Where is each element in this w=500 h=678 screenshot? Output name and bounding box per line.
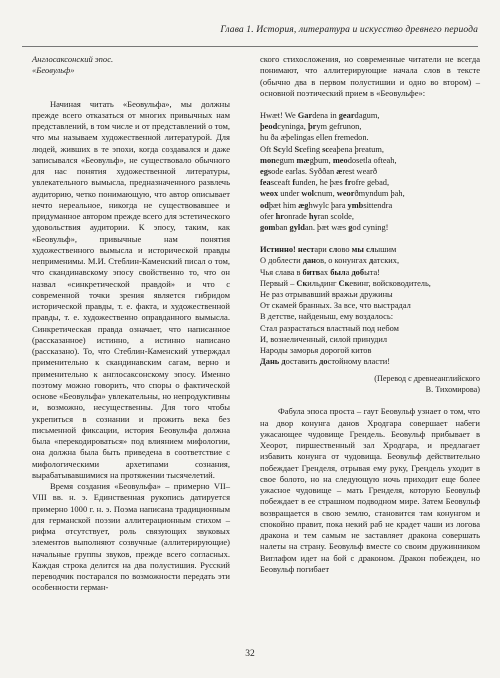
right-column <box>260 54 480 575</box>
header-title: Глава 1. История, литература и искусство древнего периода <box>220 24 478 35</box>
verse-text: þæt him <box>268 200 299 210</box>
verse-line <box>260 222 480 233</box>
verse-text: hu ða æþelingas ellen fremedon. <box>260 133 369 143</box>
verse-line <box>260 334 480 345</box>
alliteration: fr <box>344 178 352 188</box>
verse-text: sittendra <box>363 200 393 210</box>
paragraph: Время создания «Беовульфа» – примерно VII–VIII вв. н. э. Единственная рукопись датируется примерно 1000 г. н. э. Поэма написана традиционным для германской поэзии аллитерационным стихом – рифма отсутствует, роль связующих звуковых элементов выполняют созвучные (аллитерирующие) начальные группы звуков, прежде всего согласных. Каждая строка делится на два полустишия. Русский переводчик постарался по возможности передать эти особенности герман- <box>32 481 230 593</box>
verse-text: cyninga, <box>277 122 308 132</box>
alliteration: æ <box>336 167 343 177</box>
translator-name: В. Тихомирова) <box>425 385 480 395</box>
alliteration: Истинно! <box>260 245 298 255</box>
verse-text: ðmyndum þah, <box>354 189 405 199</box>
alliteration: Дань <box>260 357 282 367</box>
alliteration: сл <box>328 245 338 255</box>
verse-text: ышим <box>374 245 397 255</box>
verse-text: ban <box>275 223 290 233</box>
section-label: Англосаксонский эпос. <box>32 54 114 64</box>
verse-text: О доблести <box>260 256 303 266</box>
verse-line <box>260 345 480 356</box>
alliteration: Sc <box>294 144 303 154</box>
verse-text: eaþena þreatum, <box>329 144 384 154</box>
alliteration: был <box>330 267 346 277</box>
verse-line <box>260 200 480 211</box>
alliteration: Gar <box>297 111 313 120</box>
verse-text: ово <box>337 245 352 255</box>
verse-text: hwylc þara <box>308 200 348 210</box>
left-column <box>32 54 230 594</box>
verse-line <box>260 356 480 367</box>
alliteration: нест <box>297 245 315 255</box>
verse-text: ари <box>314 245 329 255</box>
alliteration: egs <box>260 167 272 177</box>
paragraph: Фабула эпоса проста – гаут Беовульф узнает о том, что на двор конунга данов Хродгара совершает набеги ужасающее чудовище Грендель. Беовульф прибывает в Хеорот, пиршественный зал Хродгара, и предлагает избавить конунга от чудовища. Беовульф действительно побеждает Гренделя, отрывая ему руку, Грендель уходит в свое болото, но на следующую ночь приходит еще более ужасное чудовище – мать Гренделя, которую Беовульф побеждает в ее страшном подводном мире. Затем Беовульф возвращается в свою землю, становится там конунгом и спокойно правит, пока некий раб не крадет чаши из логова дракона и тем самым не заставляет дракона совершать налеты на страну. Беовульф вместе со своим дружинником Виглафом идет на бой с драконом. Дракон побежден, но Беовульф погибает <box>260 406 480 574</box>
alliteration: gom <box>260 223 276 233</box>
alliteration: od <box>260 200 269 210</box>
alliteration: д <box>368 256 374 266</box>
verse-text: ыта! <box>364 267 380 277</box>
verse-line <box>260 244 480 255</box>
verse-text: ym gefrunon, <box>316 122 362 132</box>
verse-text: И, вознеличенный, силой принудил <box>260 334 388 344</box>
verse-text: under <box>278 189 302 199</box>
verse-text: а <box>345 267 352 277</box>
section-title: «Беовульф» <box>32 65 75 76</box>
verse-line <box>260 267 480 278</box>
verse-text: cnum, <box>313 189 337 199</box>
verse-line <box>260 311 480 322</box>
verse-text: dena in <box>312 111 339 120</box>
alliteration: æg <box>298 200 309 210</box>
alliteration: hr <box>275 211 284 221</box>
alliteration: gyld <box>289 223 305 233</box>
alliteration: Sc <box>273 144 282 154</box>
verse-line <box>260 177 480 188</box>
verse-text: egum <box>275 155 297 165</box>
alliteration: доб <box>351 267 365 277</box>
alliteration: mæ <box>296 155 310 165</box>
alliteration: f <box>292 178 296 188</box>
alliteration: битв <box>302 267 321 277</box>
alliteration: mon <box>260 155 276 165</box>
verse-line <box>260 211 480 222</box>
verse-text: атских, <box>373 256 400 266</box>
verse-text: ов, о конунгах <box>315 256 369 266</box>
verse-text: dosetla ofteah, <box>347 155 397 165</box>
verse-text: an. þæt wæs <box>304 223 349 233</box>
verse-line <box>260 155 480 166</box>
alliteration: meo <box>332 155 348 165</box>
verse-text: Первый – <box>260 278 297 288</box>
alliteration: Ск <box>296 278 308 288</box>
verse-text: ofre gebad, <box>351 178 390 188</box>
verse-line <box>260 121 480 132</box>
verse-text: onrade <box>283 211 309 221</box>
alliteration: fea <box>260 178 271 188</box>
verse-text: gþum, <box>309 155 333 165</box>
verse-line <box>260 110 480 121</box>
verse-text: unden, he þæs <box>295 178 345 188</box>
verse-line <box>260 132 480 143</box>
paragraph: Начиная читать «Беовульфа», мы должны прежде всего отказаться от многих привычных нам представлений, в том числе и от представлений о том, что мы называем художественной литературой. Для людей, живших в те эпохи, когда создавался и даже записывался «Беовульф», не существовало обычного для нас понятия художественной литературы, увлекательного вымысла, предназначенного развлечь аудиторию, четко понимающую, что автор описывает нечто нереальное, никогда не существовавшее и придуманное автором прежде всего для эстетического удовольствия аудитории. К эпосу, таким, как «Беовульф», привычные нам понятия художественного вымысла и исторической правды неприменимы. М.И. Стеблин-Каменский писал о том, что скандинавскому эпосу свойственно то, что он назвал «синкретической правдой» и что с современной точки зрения является гибридом исторической правды, т. е. факта, и художественной правды, т. е. художественно оправданного вымысла. Синкретическая правда означает, что написанное (рассказанное) истинно, а истинно написано (рассказано). То, что Стеблин-Каменский утверждал применительно к скандинавским сагам, верно и применительно к англосаксонскому эпосу. Именно поэтому можно говорить, что споры о фактической основе «Беовульфа» увлекательны, но непродуктивны и, возможно, несущественны. Для того чтобы укрепиться в сознании и прожить века без письменной фиксации, история Беовульфа должна была «перекодироваться» под влиянием мифологии, она должна была быть приведена в соответствие с мифологическими архетипами сознания, вырабатывавшимися на протяжении тысячелетий. <box>32 98 230 480</box>
verse-text: ofer <box>260 211 276 221</box>
verse-line <box>260 300 480 311</box>
verse-line <box>260 188 480 199</box>
verse-text: От скамей бранных. За все, что выстрадал <box>260 301 411 311</box>
alliteration: weor <box>336 189 355 199</box>
alliteration: дан <box>302 256 316 266</box>
translation-credit-line: (Перевод с древнеанглийского <box>374 374 480 384</box>
running-header <box>22 12 478 47</box>
verse-text: ах <box>320 267 331 277</box>
russian-verse <box>260 244 480 367</box>
verse-text: dagum, <box>354 111 380 120</box>
verse-line <box>260 289 480 300</box>
alliteration: gear <box>338 111 355 120</box>
alliteration: sc <box>322 144 330 154</box>
alliteration: Ск <box>338 278 350 288</box>
verse-text: евинг, войсководитель, <box>349 278 431 288</box>
verse-line <box>260 323 480 334</box>
verse-text: оставить <box>285 357 320 367</box>
verse-text: od cyning! <box>352 223 389 233</box>
verse-text: ode earlas. Syððan <box>271 167 337 177</box>
alliteration: hy <box>308 211 318 221</box>
alliteration: g <box>348 223 353 233</box>
verse-text: ran scolde, <box>317 211 354 221</box>
alliteration: мы сл <box>351 245 375 255</box>
alliteration: ymb <box>347 200 364 210</box>
verse-line <box>260 166 480 177</box>
alliteration: до <box>319 357 328 367</box>
verse-line <box>260 255 480 266</box>
verse-text: В детстве, найденыш, ему воздалось: <box>260 312 394 322</box>
verse-line <box>260 144 480 155</box>
verse-line <box>260 278 480 289</box>
verse-text: Стал разрастаться властный под небом <box>260 323 399 333</box>
verse-text: sceaft <box>270 178 293 188</box>
alliteration: þr <box>307 122 317 132</box>
verse-text: Народы заморья дорогой китов <box>260 346 372 356</box>
verse-text: efing <box>302 144 323 154</box>
verse-text: Чья слава в <box>260 267 303 277</box>
verse-text: ильдинг <box>307 278 339 288</box>
alliteration: д <box>281 357 286 367</box>
verse-text: Не раз отрывавший вражьи дружины <box>260 290 393 300</box>
old-english-verse <box>260 110 480 233</box>
verse-text: Hwæt! We <box>260 111 298 120</box>
alliteration: þeod <box>260 122 278 132</box>
page-number: 32 <box>245 649 255 659</box>
verse-text: yld <box>281 144 295 154</box>
alliteration: wol <box>301 189 314 199</box>
translation-credit <box>260 373 480 395</box>
verse-text: rest wearð <box>342 167 378 177</box>
paragraph: ского стихосложения, но современные читатели не всегда понимают, что аллитерирующие начала слов в тексте (обычно два в первом полустишии и одно во втором) – основной поэтический прием в «Беовульфе»: <box>260 54 480 98</box>
alliteration: weox <box>260 189 279 199</box>
verse-text: Oft <box>260 144 274 154</box>
verse-text: стойному власти! <box>327 357 391 367</box>
